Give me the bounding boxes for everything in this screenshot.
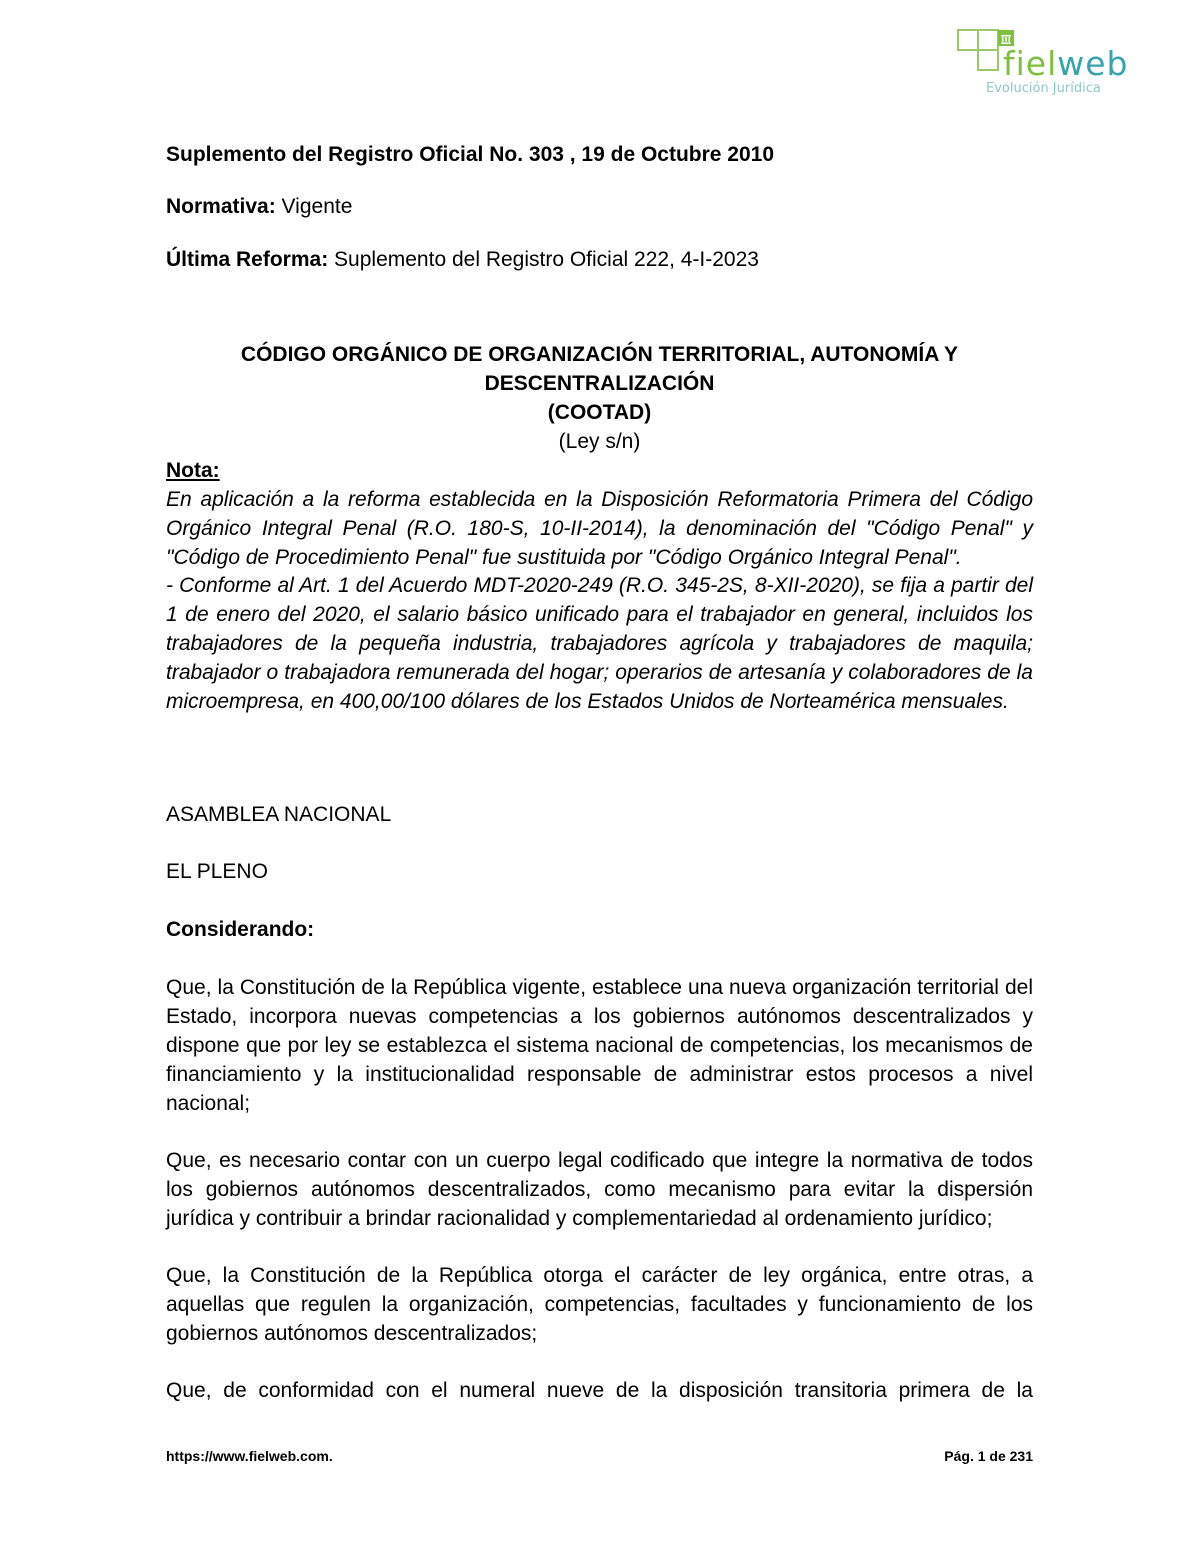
pleno-heading: EL PLENO <box>166 860 268 883</box>
nota-label: Nota: <box>166 459 220 482</box>
reforma-line <box>166 245 1033 274</box>
logo-wordmark-fiel: fiel <box>1003 44 1058 83</box>
normativa-value: Vigente <box>281 195 353 218</box>
considerando-paragraph-2: Que, es necesario contar con un cuerpo legal codificado que integre la normativa de todos los gobiernos autónomos descentralizados, como mecanismo para evitar la dispersión jurídica y contribuir a brindar racionalidad y complementariedad al ordenamiento jurídico; <box>166 1149 1033 1230</box>
logo-wordmark-web: web <box>1057 44 1129 83</box>
title-line-2: DESCENTRALIZACIÓN <box>484 372 715 395</box>
considerando-paragraph-3: Que, la Constitución de la República otorga el carácter de ley orgánica, entre otras, a aquellas que regulen la organización, competencias, facultades y funcionamiento de los gobiernos autónomos descentralizados; <box>166 1264 1033 1345</box>
logo-wordmark <box>1003 44 1129 84</box>
title-line-3: (COOTAD) <box>547 401 652 424</box>
footer-page-number: Pág. 1 de 231 <box>944 1448 1033 1464</box>
reforma-value: Suplemento del Registro Oficial 222, 4-I-2023 <box>334 248 759 271</box>
considerando-paragraph-4: Que, de conformidad con el numeral nueve de la disposición transitoria primera de la <box>166 1379 1033 1402</box>
title-line-1: CÓDIGO ORGÁNICO DE ORGANIZACIÓN TERRITORIAL, AUTONOMÍA Y <box>240 343 959 366</box>
supplement-line: Suplemento del Registro Oficial No. 303 , 19 de Octubre 2010 <box>166 143 775 166</box>
considerando-heading: Considerando: <box>166 918 315 941</box>
title-line-4: (Ley s/n) <box>558 430 641 453</box>
considerando-paragraph-1: Que, la Constitución de la República vigente, establece una nueva organización territorial del Estado, incorpora nuevas competencias a los gobiernos autónomos descentralizados y dispone que por ley se establezca el sistema nacional de competencias, los mecanismos de financiamiento y la institucionalidad responsable de administrar estos procesos a nivel nacional; <box>166 976 1033 1115</box>
normativa-line <box>166 192 1033 221</box>
nota-paragraph-2: - Conforme al Art. 1 del Acuerdo MDT-2020-249 (R.O. 345-2S, 8-XII-2020), se fija a partir del 1 de enero del 2020, el salario básico unificado para el trabajador en general, incluidos los trabajadores de la pequeña industria, trabajadores agrícola y trabajadores de maquila; trabajador o trabajadora remunerada del hogar; operarios de artesanía y colaboradores de la microempresa, en 400,00/100 dólares de los Estados Unidos de Norteamérica mensuales. <box>166 574 1033 713</box>
reforma-label: Última Reforma: <box>166 248 329 271</box>
footer-url-link[interactable]: https://www.fielweb.com. <box>166 1448 333 1464</box>
nota-paragraph-1: En aplicación a la reforma establecida en la Disposición Reformatoria Primera del Código Orgánico Integral Penal (R.O. 180-S, 10-II-2014), la denominación del "Código Penal" y "Código de Procedimiento Penal" fue sustituida por "Código Orgánico Integral Penal". <box>166 488 1033 569</box>
asamblea-heading: ASAMBLEA NACIONAL <box>166 803 392 826</box>
normativa-label: Normativa: <box>166 195 276 218</box>
logo-tagline: Evolución Jurídica <box>986 81 1101 96</box>
